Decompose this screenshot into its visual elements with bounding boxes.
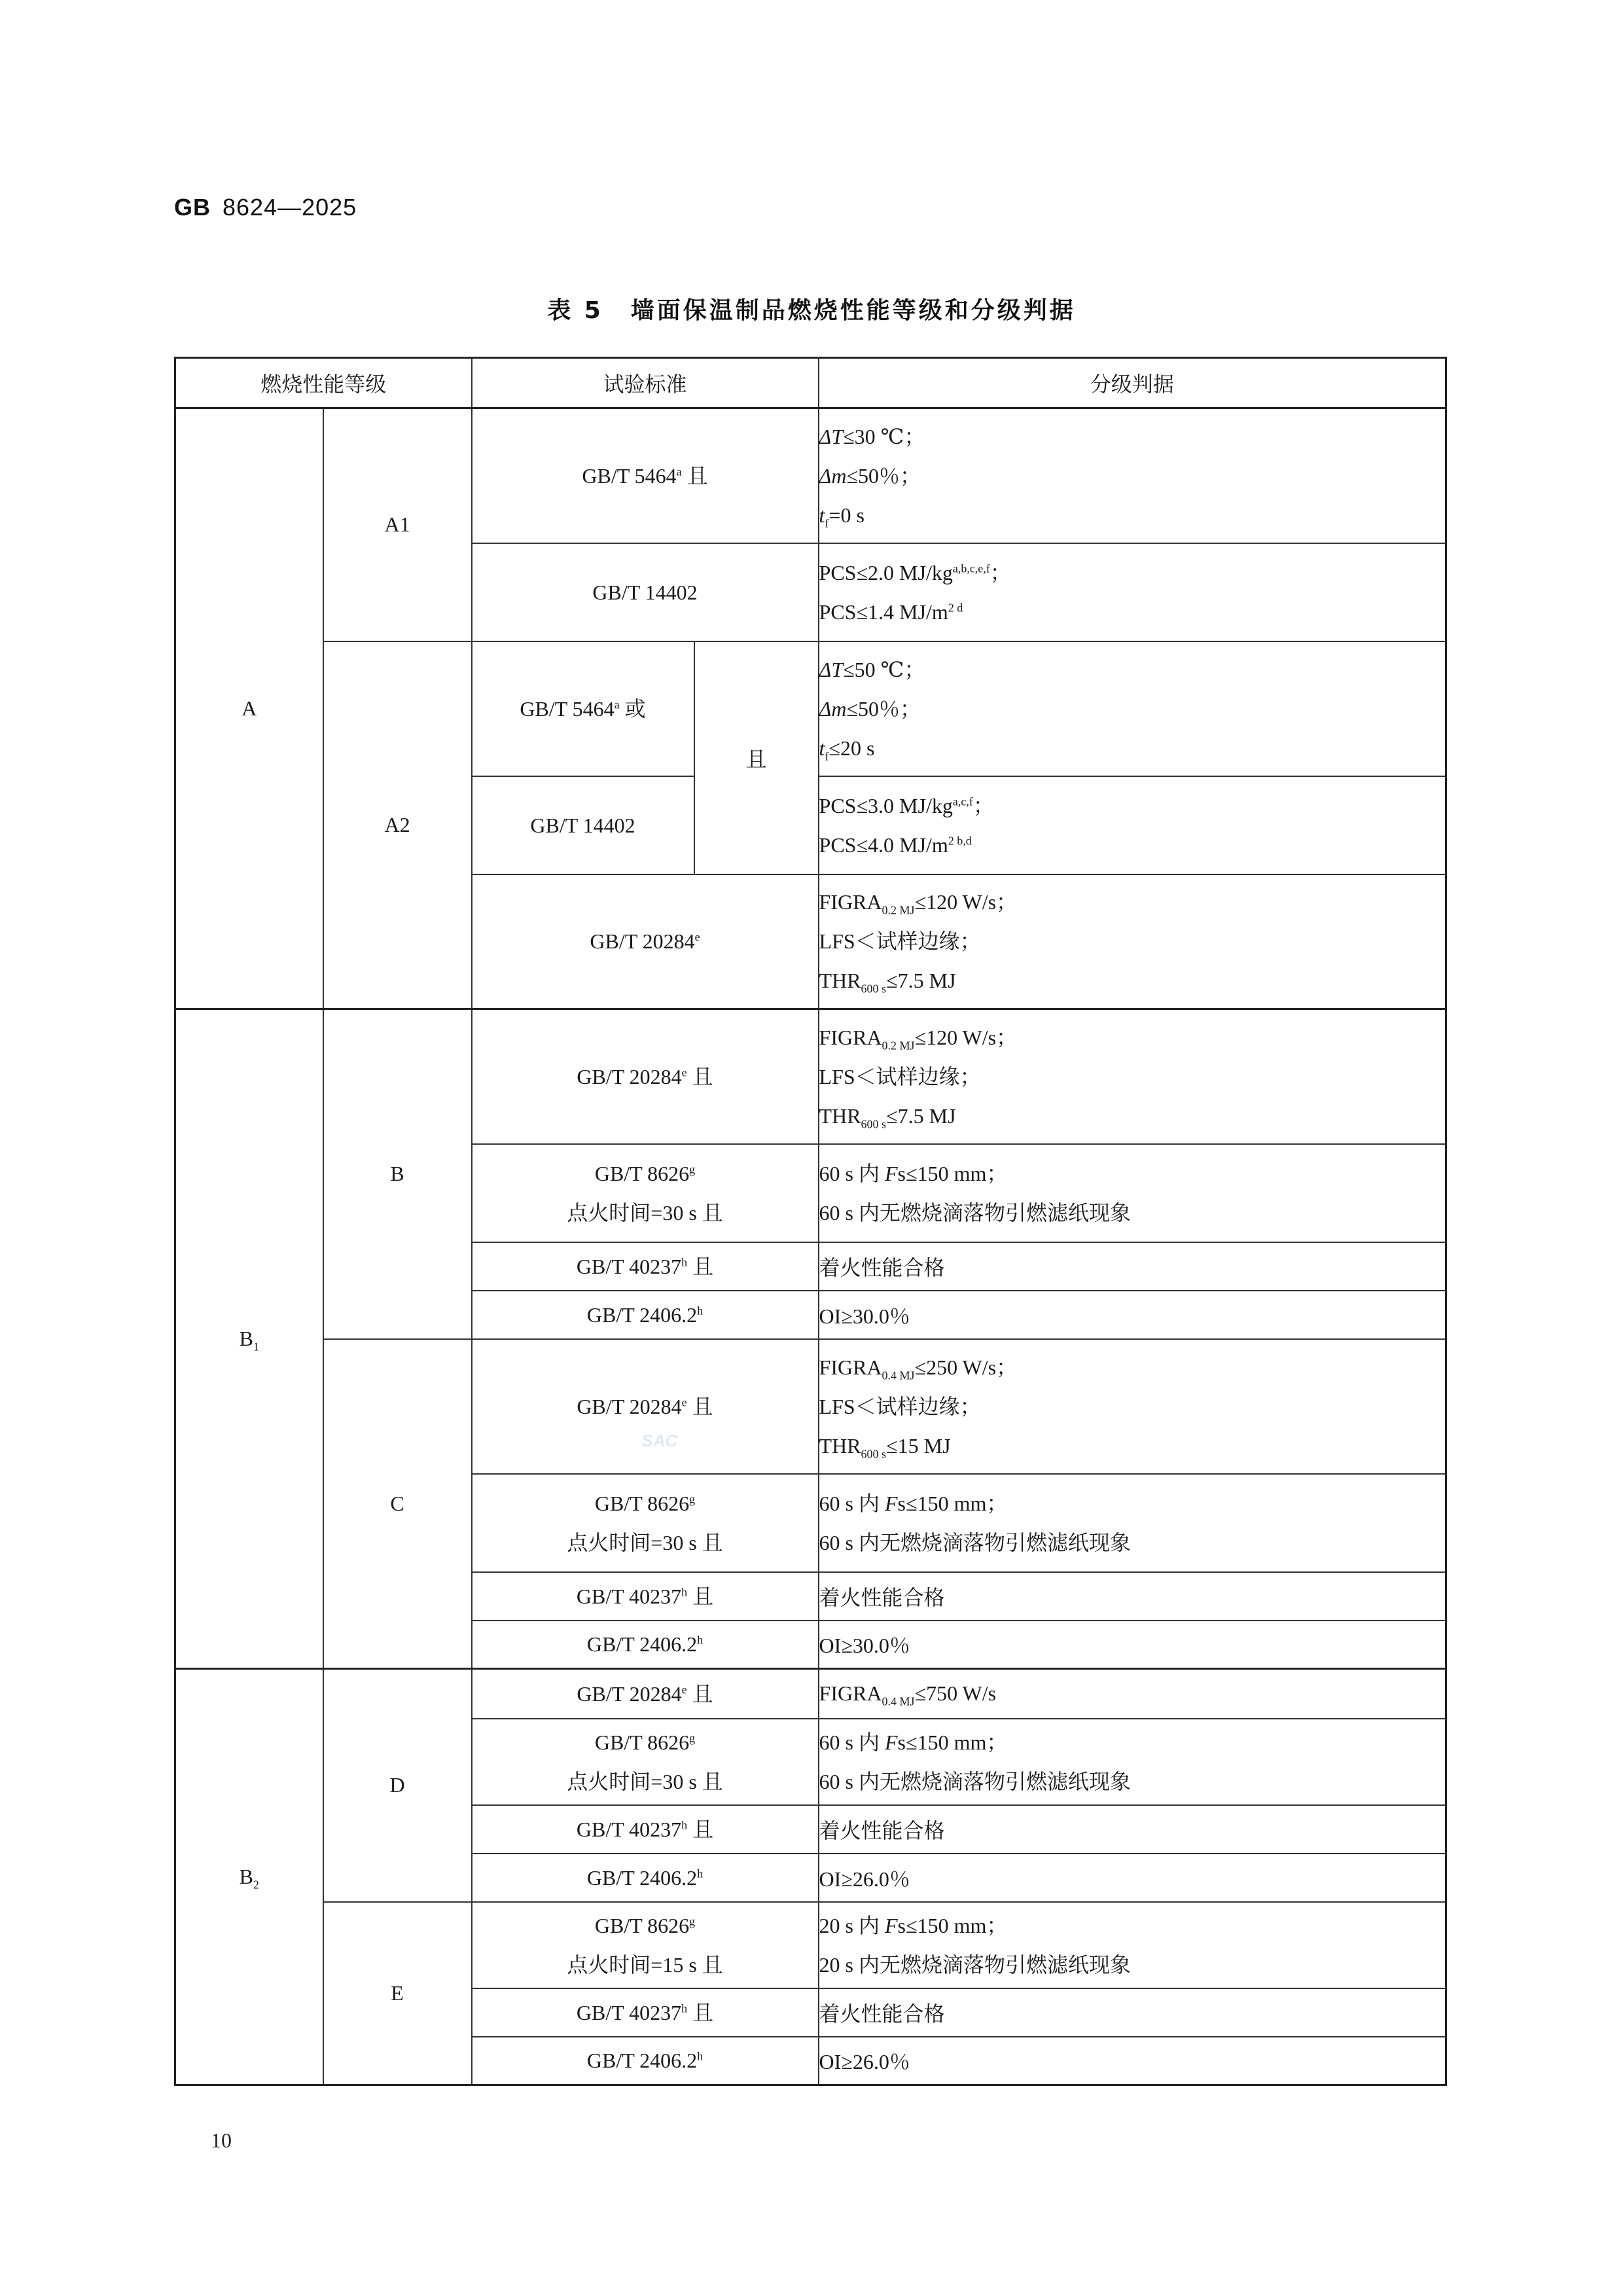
- standard-cell: GB/T 14402: [472, 776, 694, 874]
- standard-cell: GB/T 5464$^a$ 且: [472, 408, 819, 543]
- standard-cell: GB/T 8626$^g$ 点火时间=30 s 且: [472, 1144, 819, 1242]
- classification-table: [174, 357, 1447, 2086]
- criteria-cell: 60 s 内 Fs≤150 mm； 60 s 内无燃烧滴落物引燃滤纸现象: [819, 1144, 1446, 1242]
- standard-cell: GB/T 8626$^g$ 点火时间=15 s 且: [472, 1902, 819, 1988]
- criteria-cell: 60 s 内 Fs≤150 mm； 60 s 内无燃烧滴落物引燃滤纸现象: [819, 1719, 1446, 1805]
- grade-A2: A2: [323, 641, 472, 1009]
- criteria-cell: PCS≤3.0 MJ/kg$^{a,c,f}$； PCS≤4.0 $MJ/m^{2 b,d}$: [819, 776, 1446, 874]
- criteria-cell: ΔT≤50 ℃； Δm≤50％； $t_f\le 20$ s: [819, 641, 1446, 776]
- grade-B: B: [323, 1009, 472, 1339]
- grade-B1: $B_1$: [175, 1009, 323, 1669]
- table-row: [175, 1339, 1446, 1474]
- criteria-cell: OI≥26.0％: [819, 1854, 1446, 1902]
- standard-cell: GB/T 20284e: [472, 874, 819, 1009]
- standard-prefix: GB: [174, 194, 211, 221]
- table-caption-label: 表 5: [547, 297, 603, 324]
- table-row: [175, 641, 1446, 776]
- criteria-cell: OI≥30.0％: [819, 1621, 1446, 1669]
- criteria-cell: 着火性能合格: [819, 1805, 1446, 1854]
- grade-C: C: [323, 1339, 472, 1669]
- criteria-cell: 着火性能合格: [819, 1988, 1446, 2037]
- grade-E: E: [323, 1902, 472, 2085]
- table-row: [175, 1902, 1446, 1988]
- criteria-cell: 着火性能合格: [819, 1242, 1446, 1291]
- standard-cell: GB/T 40237$^h$ 且: [472, 1988, 819, 2037]
- criteria-cell: $FIGRA_{0.2 MJ}\le 120$ W/s； LFS＜试样边缘； $THR_{600 s}\le 7.5$ MJ: [819, 874, 1446, 1009]
- grade-D: D: [323, 1669, 472, 1902]
- grade-A1: A1: [323, 408, 472, 641]
- standard-number: 8624—2025: [223, 194, 357, 221]
- criteria-cell: $FIGRA_{0.2 MJ}\le 120$ W/s； LFS＜试样边缘； $THR_{600 s}\le 7.5$ MJ: [819, 1009, 1446, 1144]
- header-criteria: 分级判据: [819, 358, 1446, 408]
- table-row: [175, 1669, 1446, 1719]
- criteria-cell: $FIGRA_{0.4 MJ}\le 750$ W/s: [819, 1669, 1446, 1719]
- standard-cell: GB/T 20284e 且: [472, 1009, 819, 1144]
- standard-cell: GB/T 40237$^h$ 且: [472, 1572, 819, 1621]
- standard-cell: GB/T 8626$^g$ 点火时间=30 s 且: [472, 1474, 819, 1572]
- criteria-cell: ΔT≤30 ℃； Δm≤50％； $t_f=0$ s: [819, 408, 1446, 543]
- header-standard: 试验标准: [472, 358, 819, 408]
- criteria-cell: 着火性能合格: [819, 1572, 1446, 1621]
- criteria-cell: $FIGRA_{0.4 MJ}\le 250$ W/s； LFS＜试样边缘； $THR_{600 s}\le 15$ MJ: [819, 1339, 1446, 1474]
- standard-joiner: 且: [694, 641, 819, 874]
- table-header-row: [175, 358, 1446, 408]
- standard-cell: GB/T 40237$^h$ 且: [472, 1805, 819, 1854]
- standard-cell: GB/T 40237$^h$ 且: [472, 1242, 819, 1291]
- criteria-cell: 60 s 内 Fs≤150 mm； 60 s 内无燃烧滴落物引燃滤纸现象: [819, 1474, 1446, 1572]
- criteria-cell: OI≥26.0％: [819, 2037, 1446, 2085]
- standard-cell: GB/T 14402: [472, 543, 819, 641]
- table-row: [175, 408, 1446, 543]
- grade-A: A: [175, 408, 323, 1009]
- standard-cell: GB/T 2406.2$^h$: [472, 1291, 819, 1339]
- standard-cell: GB/T 5464$^a$ 或: [472, 641, 694, 776]
- criteria-cell: PCS≤2.0 MJ/kg$^{a,b,c,e,f}$； PCS≤1.4 $MJ/m^{2 d}$: [819, 543, 1446, 641]
- standard-cell: GB/T 2406.2$^h$: [472, 1621, 819, 1669]
- standard-cell: GB/T 20284e 且: [472, 1339, 819, 1474]
- standard-cell: GB/T 2406.2$^h$: [472, 1854, 819, 1902]
- standard-cell: GB/T 20284e 且: [472, 1669, 819, 1719]
- table-row: [175, 1009, 1446, 1144]
- document-code: [174, 194, 357, 221]
- criteria-cell: OI≥30.0％: [819, 1291, 1446, 1339]
- standard-cell: GB/T 8626$^g$ 点火时间=30 s 且: [472, 1719, 819, 1805]
- grade-B2: $B_2$: [175, 1669, 323, 2085]
- header-grade: 燃烧性能等级: [175, 358, 472, 408]
- table-caption: [0, 292, 1623, 325]
- page-number: 10: [211, 2128, 232, 2152]
- table-caption-text: 墙面保温制品燃烧性能等级和分级判据: [630, 297, 1076, 324]
- standard-cell: GB/T 2406.2$^h$: [472, 2037, 819, 2085]
- criteria-cell: 20 s 内 Fs≤150 mm； 20 s 内无燃烧滴落物引燃滤纸现象: [819, 1902, 1446, 1988]
- watermark-logo: SAC: [641, 1431, 678, 1450]
